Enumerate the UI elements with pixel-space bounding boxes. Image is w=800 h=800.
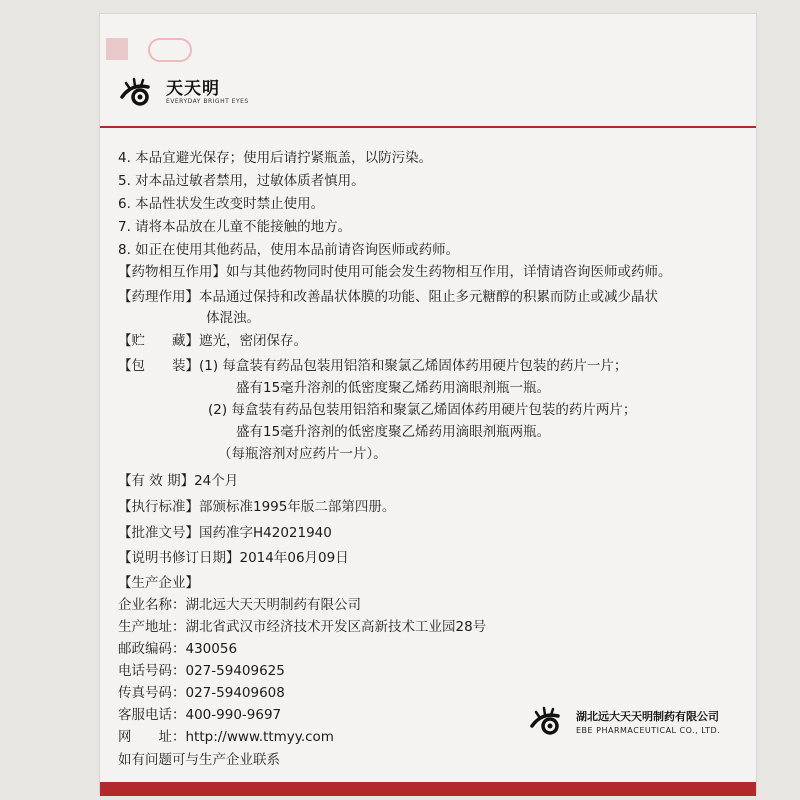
fax: 027-59409608 [185, 685, 285, 701]
footer-logo [528, 706, 720, 736]
address: 湖北省武汉市经济技术开发区高新技术工业园28号 [185, 619, 487, 635]
service-row [118, 703, 281, 723]
item-7: 7. 请将本品放在儿童不能接触的地方。 [118, 219, 352, 235]
standard-row [118, 495, 395, 515]
revision-label: 【说明书修订日期】 [118, 550, 240, 566]
company-name-row [118, 593, 361, 613]
fax-row [118, 681, 285, 701]
phone: 027-59409625 [185, 663, 285, 679]
storage-row [118, 329, 307, 349]
footer-red-bar [100, 782, 756, 796]
standard-text: 部颁标准1995年版二部第四册。 [199, 499, 396, 515]
package-line-1: (1) 每盒装有药品包装用铝箔和聚氯乙烯固体药用硬片包装的药片一片； [199, 358, 628, 374]
item-4: 4. 本品宜避光保存；使用后请拧紧瓶盖，以防污染。 [118, 150, 433, 166]
postcode-row [118, 637, 237, 657]
approval-text: 国药准字H42021940 [199, 525, 332, 541]
eye-logo-icon [118, 77, 162, 107]
validity-label: 【有 效 期】 [118, 473, 195, 489]
fax-label: 传真号码： [118, 685, 186, 701]
service-label: 客服电话： [118, 707, 186, 723]
brand-name-en: EVERYDAY BRIGHT EYES [166, 97, 249, 105]
approval-row [118, 521, 332, 541]
item-5: 5. 对本品过敏者禁用，过敏体质者慎用。 [118, 173, 365, 189]
pharmacology-text-2: 体混浊。 [206, 310, 260, 326]
interaction-text: 如与其他药物同时使用可能会发生药物相互作用，详情请咨询医师或药师。 [226, 264, 672, 280]
website-label: 网 址： [118, 729, 186, 745]
decorative-stamp [106, 38, 128, 60]
address-row [118, 615, 486, 635]
pharmacology-text-1: 本品通过保持和改善晶状体膜的功能、阻止多元糖醇的积累而防止或减少晶状 [199, 289, 658, 305]
manufacturer-label: 【生产企业】 [118, 575, 199, 591]
package-line-4: 盛有15毫升溶剂的低密度聚乙烯药用滴眼剂瓶两瓶。 [236, 424, 551, 440]
phone-row [118, 659, 285, 679]
interaction-row [118, 260, 672, 280]
validity-row [118, 469, 238, 489]
company-name: 湖北远大天天明制药有限公司 [185, 597, 361, 613]
contact-note: 如有问题可与生产企业联系 [118, 752, 280, 768]
revision-text: 2014年06月09日 [239, 550, 349, 566]
package-line-5: （每瓶溶剂对应药片一片）。 [218, 446, 387, 462]
postcode: 430056 [185, 641, 238, 657]
package-line-3: (2) 每盒装有药品包装用铝箔和聚氯乙烯固体药用硬片包装的药片两片； [208, 402, 637, 418]
package-label: 【包 装】 [118, 358, 199, 374]
header-divider [100, 126, 756, 128]
eye-logo-icon-footer [528, 706, 572, 736]
approval-label: 【批准文号】 [118, 525, 199, 541]
website-url: http://www.ttmyy.com [185, 729, 334, 745]
validity-text: 24个月 [194, 473, 239, 489]
address-label: 生产地址： [118, 619, 186, 635]
storage-text: 遮光，密闭保存。 [199, 333, 307, 349]
service-phone: 400-990-9697 [185, 707, 282, 723]
pharmacology-row [118, 285, 658, 305]
brand-name-cn: 天天明 [166, 78, 220, 99]
brand-logo [118, 74, 249, 110]
phone-label: 电话号码： [118, 663, 186, 679]
interaction-label: 【药物相互作用】 [118, 264, 226, 280]
package-line-2: 盛有15毫升溶剂的低密度聚乙烯药用滴眼剂瓶一瓶。 [236, 380, 551, 396]
item-8: 8. 如正在使用其他药品，使用本品前请咨询医师或药师。 [118, 242, 460, 258]
pharmacology-label: 【药理作用】 [118, 289, 199, 305]
package-row [118, 354, 627, 374]
footer-company-en: EBE PHARMACEUTICAL CO., LTD. [576, 725, 721, 735]
footer-company-cn: 湖北远大天天明制药有限公司 [576, 709, 719, 723]
company-name-label: 企业名称： [118, 597, 186, 613]
postcode-label: 邮政编码： [118, 641, 186, 657]
decorative-oval [148, 38, 192, 62]
revision-row [118, 546, 349, 566]
item-6: 6. 本品性状发生改变时禁止使用。 [118, 196, 325, 212]
website-row [118, 725, 334, 745]
standard-label: 【执行标准】 [118, 499, 199, 515]
storage-label: 【贮 藏】 [118, 333, 199, 349]
